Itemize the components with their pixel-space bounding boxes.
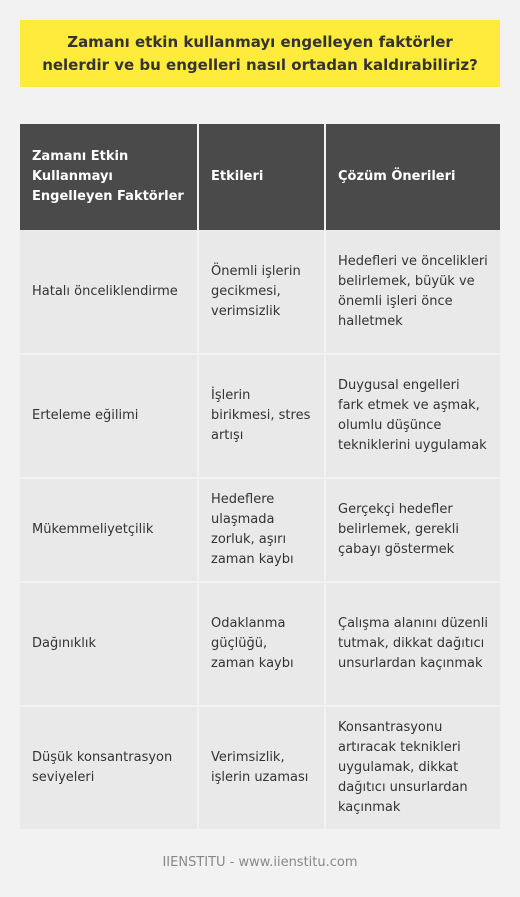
table-row xyxy=(20,354,500,478)
factors-table xyxy=(20,124,500,831)
header-effects: Etkileri xyxy=(198,124,325,230)
solution-cell: Hedefleri ve öncelikleri belirlemek, büyük ve önemli işleri önce halletmek xyxy=(325,230,500,354)
table-row xyxy=(20,706,500,830)
effect-cell: Hedeflere ulaşmada zorluk, aşırı zaman kaybı xyxy=(198,478,325,582)
solution-cell: Duygusal engelleri fark etmek ve aşmak, olumlu düşünce tekniklerini uygulamak xyxy=(325,354,500,478)
effect-cell: Odaklanma güçlüğü, zaman kaybı xyxy=(198,582,325,706)
table-row xyxy=(20,582,500,706)
page-title: Zamanı etkin kullanmayı engelleyen faktörler nelerdir ve bu engelleri nasıl ortadan kaldırabiliriz? xyxy=(42,32,478,74)
effect-cell: Önemli işlerin gecikmesi, verimsizlik xyxy=(198,230,325,354)
solution-cell: Konsantrasyonu artıracak teknikleri uygulamak, dikkat dağıtıcı unsurlardan kaçınmak xyxy=(325,706,500,830)
factor-cell: Erteleme eğilimi xyxy=(20,354,198,478)
table-row xyxy=(20,230,500,354)
solution-cell: Gerçekçi hedefler belirlemek, gerekli çabayı göstermek xyxy=(325,478,500,582)
footer-credit: IIENSTITU - www.iienstitu.com xyxy=(162,855,358,870)
header-factors: Zamanı Etkin Kullanmayı Engelleyen Faktörler xyxy=(20,124,198,230)
solution-cell: Çalışma alanını düzenli tutmak, dikkat dağıtıcı unsurlardan kaçınmak xyxy=(325,582,500,706)
table-header-row xyxy=(20,124,500,230)
effect-cell: İşlerin birikmesi, stres artışı xyxy=(198,354,325,478)
factor-cell: Düşük konsantrasyon seviyeleri xyxy=(20,706,198,830)
title-banner xyxy=(20,20,500,87)
header-solutions: Çözüm Önerileri xyxy=(325,124,500,230)
factor-cell: Mükemmeliyetçilik xyxy=(20,478,198,582)
factor-cell: Hatalı önceliklendirme xyxy=(20,230,198,354)
effect-cell: Verimsizlik, işlerin uzaması xyxy=(198,706,325,830)
table-row xyxy=(20,478,500,582)
factor-cell: Dağınıklık xyxy=(20,582,198,706)
